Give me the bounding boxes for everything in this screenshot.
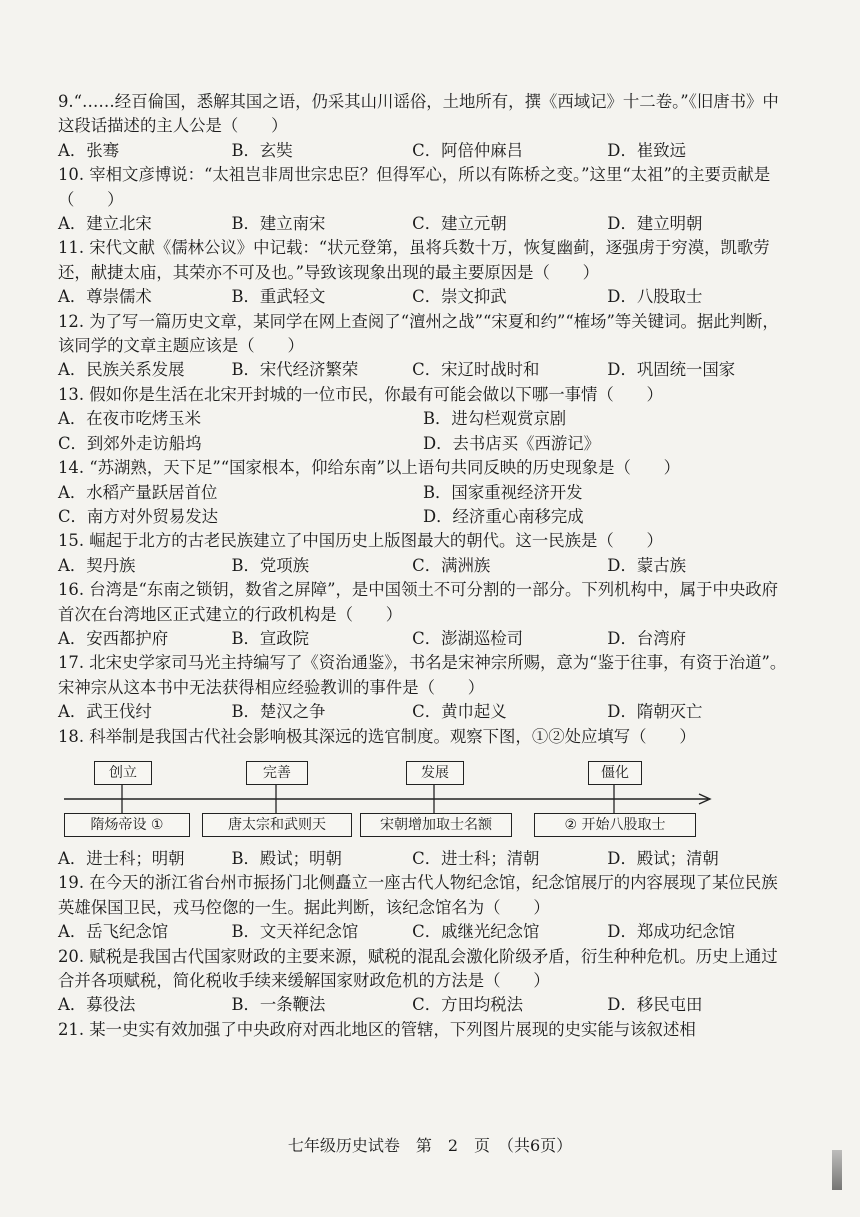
question-stem: 9.“……经百倫国，悉解其国之语，仍采其山川谣俗，土地所有，撰《西域记》十二卷。”《旧唐书》中这段话描述的主人公是（ ）: [58, 92, 779, 136]
question-16: [58, 578, 788, 651]
question-stem: 15. 崛起于北方的古老民族建立了中国历史上版图最大的朝代。这一民族是（ ）: [58, 531, 663, 551]
option-b: B．重武轻文: [231, 287, 326, 307]
option-d: D．蒙古族: [607, 555, 687, 575]
question-stem: 14. “苏湖熟，天下足”“国家根本，仰给东南”以上语句共同反映的历史现象是（ ）: [58, 458, 681, 478]
options: [58, 993, 788, 1017]
option-d: D．殿试；清朝: [607, 848, 719, 868]
question-10: [58, 163, 788, 236]
question-stem: 19. 在今天的浙江省台州市振扬门北侧矗立一座古代人物纪念馆，纪念馆展厅的内容展现了某位民族英雄保国卫民，戎马倥偬的一生。据此判断，该纪念馆名为（ ）: [58, 873, 778, 917]
option-a: A．进士科；明朝: [58, 848, 185, 868]
option-d: D．台湾府: [607, 628, 687, 648]
option-c: C．崇文抑武: [412, 287, 507, 307]
option-a: A．募役法: [58, 995, 136, 1015]
option-d: D．去书店买《西游记》: [423, 433, 601, 453]
option-d: D．建立明朝: [607, 214, 703, 234]
options: [58, 920, 788, 944]
detail-song: 宋朝增加取士名额: [360, 813, 512, 837]
option-c: C．黄巾起义: [412, 702, 507, 722]
option-b: B．一条鞭法: [231, 995, 326, 1015]
question-19: [58, 871, 788, 944]
question-stem: 11. 宋代文献《儒林公议》中记载：“状元登第，虽将兵数十万，恢复幽蓟，逐强虏于穷漠，凯歌劳还，献捷太庙，其荣亦不可及也。”导致该现象出现的最主要原因是（ ）: [58, 238, 770, 282]
exam-page: [58, 90, 788, 1042]
option-d: D．经济重心南移完成: [423, 506, 584, 526]
option-d: D．郑成功纪念馆: [607, 922, 736, 942]
question-stem: 10. 宰相文彦博说：“太祖岂非周世宗忠臣？但得军心，所以有陈桥之变。”这里“太祖”的主要贡献是（ ）: [58, 165, 771, 209]
option-b: B．楚汉之争: [231, 702, 326, 722]
option-a: A．建立北宋: [58, 214, 152, 234]
option-d: D．移民屯田: [607, 995, 703, 1015]
detail-sui: 隋炀帝设 ①: [64, 813, 190, 837]
option-d: D．隋朝灭亡: [607, 702, 703, 722]
detail-tang: 唐太宗和武则天: [202, 813, 352, 837]
question-20: [58, 945, 788, 1018]
options: [58, 407, 788, 431]
option-c: C．澎湖巡检司: [412, 628, 524, 648]
options: [58, 627, 788, 651]
options: [58, 554, 788, 578]
options: [58, 285, 788, 309]
option-b: B．殿试；明朝: [231, 848, 342, 868]
option-b: B．玄奘: [231, 140, 293, 160]
question-11: [58, 236, 788, 309]
option-a: A．岳飞纪念馆: [58, 922, 169, 942]
option-c: C．阿倍仲麻吕: [412, 140, 524, 160]
question-14: [58, 456, 788, 529]
option-a: A．契丹族: [58, 555, 136, 575]
options: [58, 847, 788, 871]
option-a: A．武王伐纣: [58, 702, 152, 722]
option-d: D．巩固统一国家: [607, 360, 736, 380]
option-b: B．进勾栏观赏京剧: [423, 409, 567, 429]
page-footer: 七年级历史试卷 第 2 页 （共6页）: [287, 1136, 573, 1155]
option-b: B．建立南宋: [231, 214, 326, 234]
stage-label-establish: 创立: [94, 761, 152, 785]
option-c: C．南方对外贸易发达: [58, 506, 219, 526]
options: [58, 358, 788, 382]
options: [58, 212, 788, 236]
question-21: [58, 1018, 788, 1042]
question-9: [58, 90, 788, 163]
question-17: [58, 651, 788, 724]
question-stem: 12. 为了写一篇历史文章，某同学在网上查阅了“澶州之战”“宋夏和约”“榷场”等关键词。据此判断，该同学的文章主题应该是（ ）: [58, 311, 779, 356]
options: [58, 700, 788, 724]
options: [58, 481, 788, 505]
option-c: C．进士科；清朝: [412, 848, 540, 868]
stage-label-develop: 发展: [406, 761, 464, 785]
option-b: B．宣政院: [231, 628, 310, 648]
option-a: A．安西都护府: [58, 628, 169, 648]
option-c: C．建立元朝: [412, 214, 507, 234]
question-18: [58, 725, 788, 872]
option-a: A．张骞: [58, 140, 120, 160]
keju-timeline-diagram: [58, 755, 788, 843]
question-stem: 20. 赋税是我国古代国家财政的主要来源，赋税的混乱会激化阶级矛盾，衍生种种危机。历史上通过合并各项赋税，简化税收手续来缓解国家财政危机的方法是（ ）: [58, 946, 778, 990]
stage-label-rigid: 僵化: [588, 761, 642, 785]
options: [58, 139, 788, 163]
stage-label-improve: 完善: [246, 761, 308, 785]
option-c: C．满洲族: [412, 555, 491, 575]
detail-ming-qing: ② 开始八股取士: [534, 813, 696, 837]
question-12: [58, 310, 788, 383]
option-c: C．到郊外走访船坞: [58, 433, 202, 453]
option-d: D．八股取士: [607, 287, 703, 307]
option-b: B．国家重视经济开发: [423, 482, 583, 502]
option-c: C．宋辽时战时和: [412, 360, 540, 380]
question-stem: 17. 北宋史学家司马光主持编写了《资治通鉴》，书名是宋神宗所赐，意为“鉴于往事，有资于治道”。宋神宗从这本书中无法获得相应经验教训的事件是（ ）: [58, 653, 787, 697]
question-stem: 16. 台湾是“东南之锁钥，数省之屏障”，是中国领土不可分割的一部分。下列机构中，属于中央政府首次在台湾地区正式建立的行政机构是（ ）: [58, 580, 779, 624]
question-stem: 21. 某一史实有效加强了中央政府对西北地区的管辖，下列图片展现的史实能与该叙述相: [58, 1019, 696, 1039]
option-a: A．民族关系发展: [58, 360, 185, 380]
options: [58, 505, 788, 529]
option-c: C．方田均税法: [412, 995, 524, 1015]
option-b: B．文天祥纪念馆: [231, 922, 359, 942]
option-d: D．崔致远: [607, 140, 687, 160]
option-b: B．党项族: [231, 555, 310, 575]
scan-edge-mark: [832, 1150, 842, 1190]
question-stem: 13. 假如你是生活在北宋开封城的一位市民，你最有可能会做以下哪一事情（ ）: [58, 384, 663, 404]
question-13: [58, 383, 788, 456]
question-stem: 18. 科举制是我国古代社会影响极其深远的选官制度。观察下图，①②处应填写（ ）: [58, 726, 696, 746]
options: [58, 432, 788, 456]
question-15: [58, 529, 788, 578]
option-a: A．尊崇儒术: [58, 287, 152, 307]
option-a: A．在夜市吃烤玉米: [58, 409, 201, 429]
option-b: B．宋代经济繁荣: [231, 360, 359, 380]
option-c: C．戚继光纪念馆: [412, 922, 540, 942]
option-a: A．水稻产量跃居首位: [58, 482, 218, 502]
